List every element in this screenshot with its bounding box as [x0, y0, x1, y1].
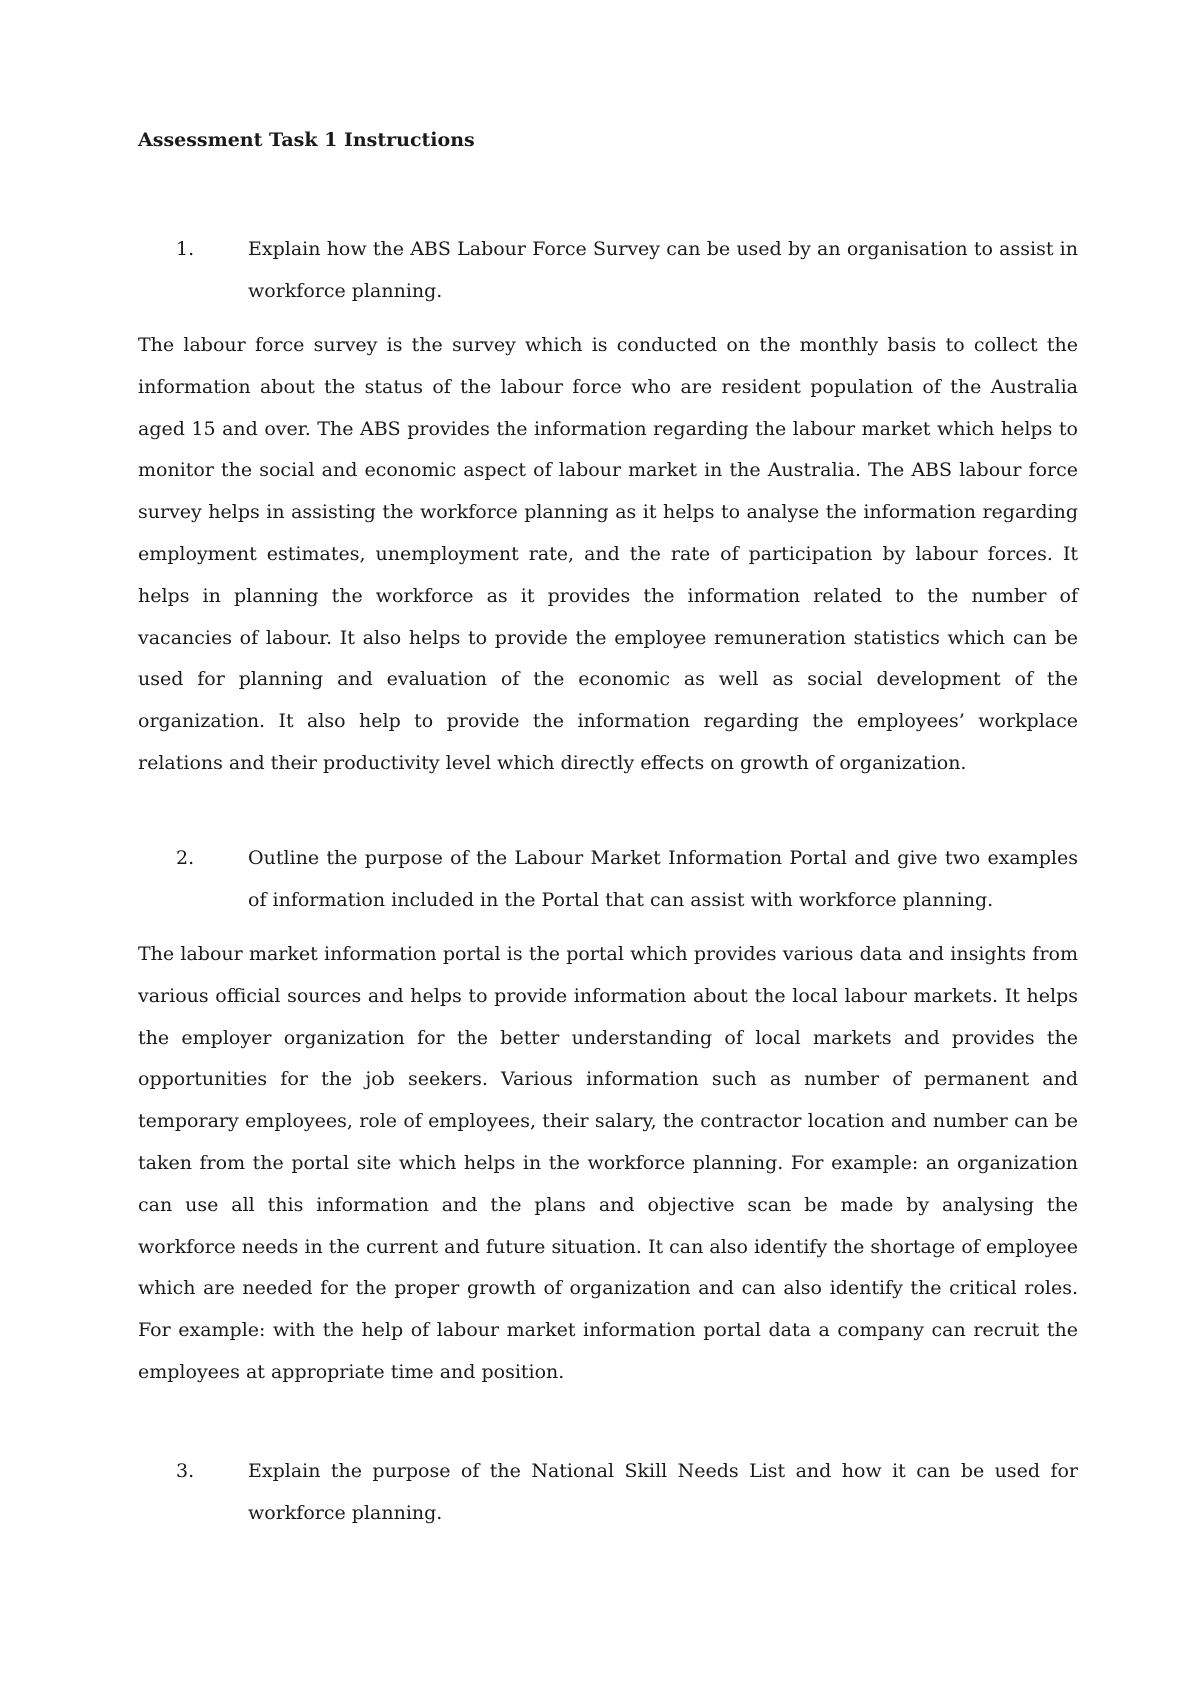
question-text: Explain how the ABS Labour Force Survey can be used by an organisation to assist in workforce planning. [248, 238, 1078, 302]
answer-1: The labour force survey is the survey which is conducted on the monthly basis to collect the information about the status of the labour force who are resident population of the Australia aged 15 and over. The ABS provides the information regarding the labour market which helps to monitor the social and economic aspect of labour market in the Australia. The ABS labour force survey helps in assisting the workforce planning as it helps to analyse the information regarding employment estimates, unemployment rate, and the rate of participation by labour forces. It helps in planning the workforce as it provides the information related to the number of vacancies of labour. It also helps to provide the employee remuneration statistics which can be used for planning and evaluation of the economic as well as social development of the organization. It also help to provide the information regarding the employees’ workplace relations and their productivity level which directly effects on growth of organization. [138, 334, 1078, 774]
question-number: 1. [176, 238, 195, 260]
answer-2: The labour market information portal is the portal which provides various data and insights from various official sources and helps to provide information about the local labour markets. It helps the employer organization for the better understanding of local markets and provides the opportunities for the job seekers. Various information such as number of permanent and temporary employees, role of employees, their salary, the contractor location and number can be taken from the portal site which helps in the workforce planning. For example: an organization can use all this information and the plans and objective scan be made by analysing the workforce needs in the current and future situation. It can also identify the shortage of employee which are needed for the proper growth of organization and can also identify the critical roles. For example: with the help of labour market information portal data a company can recruit the employees at appropriate time and position. [138, 943, 1078, 1383]
question-3 [138, 1450, 1078, 1534]
question-1 [138, 228, 1078, 312]
question-2 [138, 837, 1078, 921]
question-number: 3. [176, 1460, 195, 1482]
question-text: Outline the purpose of the Labour Market Information Portal and give two examples of information included in the Portal that can assist with workforce planning. [248, 847, 1078, 911]
document-title: Assessment Task 1 Instructions [138, 129, 475, 151]
question-number: 2. [176, 847, 195, 869]
question-text: Explain the purpose of the National Skill Needs List and how it can be used for workforce planning. [248, 1460, 1078, 1524]
